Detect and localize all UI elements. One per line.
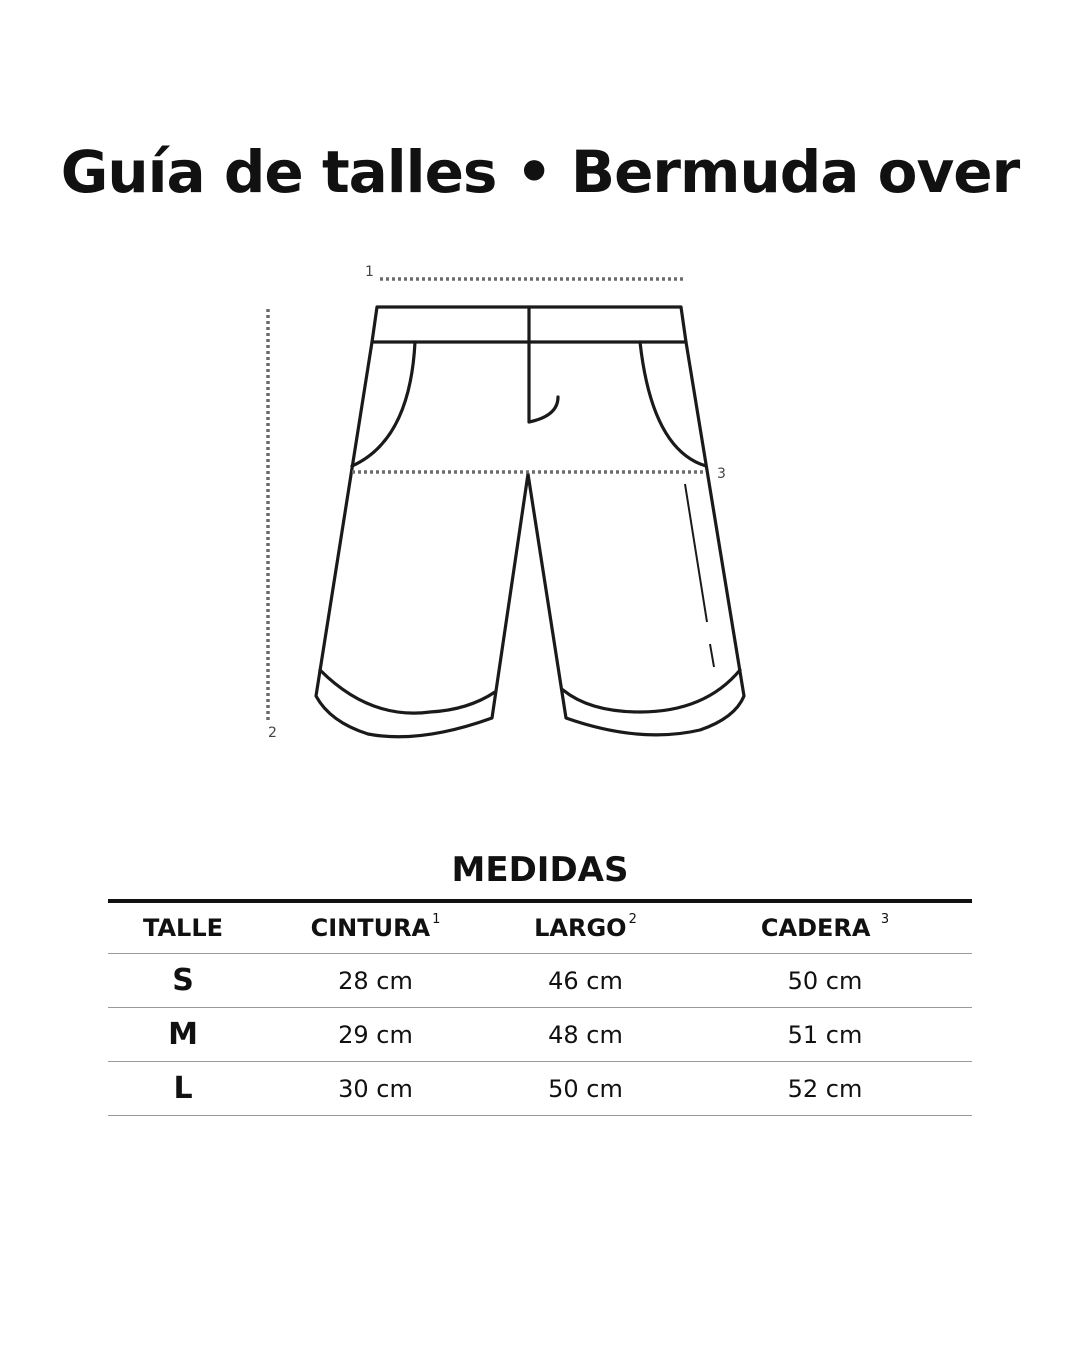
left-cuff: [320, 670, 495, 713]
table-row: [108, 1062, 972, 1116]
fly-line: [529, 307, 558, 422]
table-header-row: [108, 901, 972, 954]
cintura-value: 28 cm: [258, 954, 493, 1008]
table-heading: MEDIDAS: [451, 850, 629, 890]
cintura-value: 29 cm: [258, 1008, 493, 1062]
col-footnote-largo: 2: [628, 912, 637, 927]
largo-value: 50 cm: [493, 1062, 678, 1116]
right-cuff: [563, 670, 740, 712]
side-seam: [685, 484, 714, 667]
page-title: Guía de talles • Bermuda over: [60, 138, 1020, 206]
col-footnote-cadera: 3: [880, 912, 890, 927]
cadera-value: 51 cm: [678, 1008, 972, 1062]
col-header-talle: TALLE: [108, 901, 258, 954]
size-label: L: [108, 1062, 258, 1116]
marker-hip: 3: [717, 466, 726, 482]
size-table: [108, 899, 972, 1116]
col-header-cintura: CINTURA $^1$: [258, 901, 493, 954]
largo-value: 46 cm: [493, 954, 678, 1008]
cintura-value: 30 cm: [258, 1062, 493, 1116]
marker-length: 2: [268, 725, 277, 741]
cadera-value: 52 cm: [678, 1062, 972, 1116]
col-header-cadera: CADERA $^3$: [678, 901, 972, 954]
marker-waist: 1: [365, 264, 374, 280]
col-header-largo: LARGO $^2$: [493, 901, 678, 954]
col-footnote-cintura: 1: [432, 912, 441, 927]
table-row: [108, 954, 972, 1008]
cadera-value: 50 cm: [678, 954, 972, 1008]
shorts-outline: [316, 307, 744, 737]
size-label: M: [108, 1008, 258, 1062]
table-row: [108, 1008, 972, 1062]
size-label: S: [108, 954, 258, 1008]
largo-value: 48 cm: [493, 1008, 678, 1062]
